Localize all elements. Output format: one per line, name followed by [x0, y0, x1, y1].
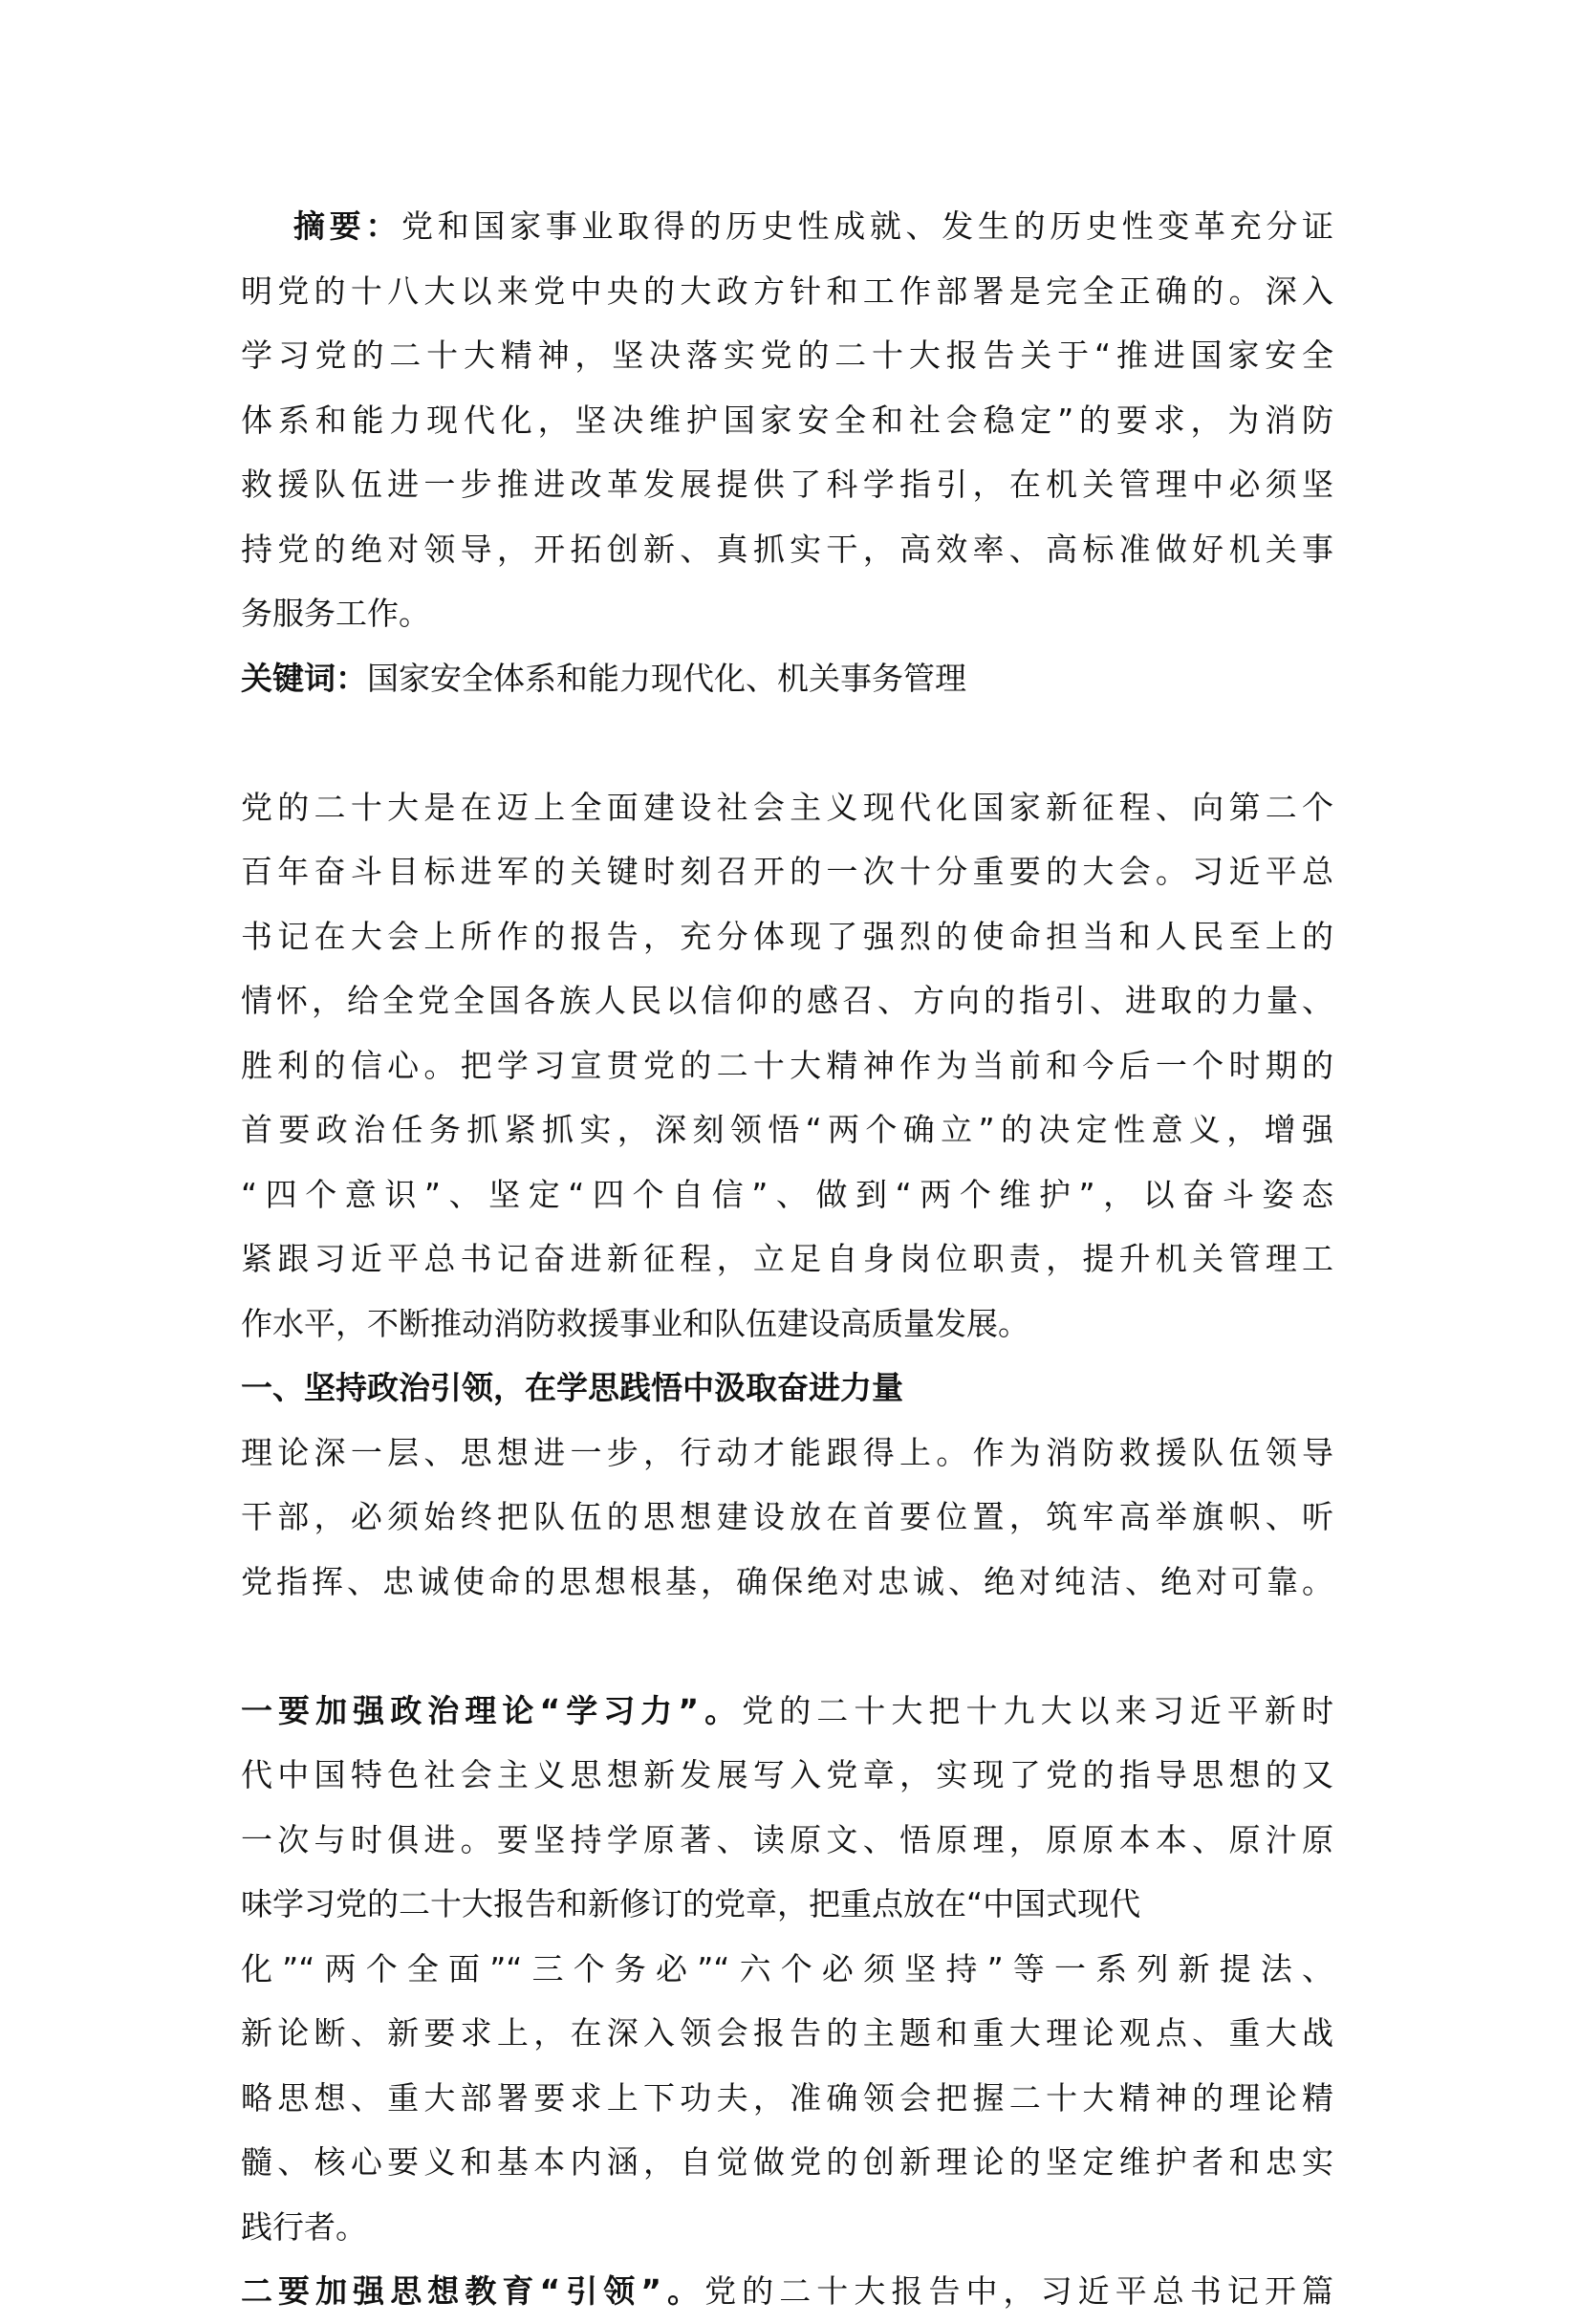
abstract-line: [241, 194, 1333, 259]
abstract-line: 务服务工作。: [241, 595, 430, 632]
blank-line: [241, 1614, 1333, 1679]
point2-label: 二要加强思想教育“引领”。: [241, 2272, 705, 2310]
point1-line: 践行者。: [241, 2207, 367, 2246]
keywords-line: [241, 646, 1333, 711]
point2-line: [241, 2259, 1333, 2324]
document-page: [241, 194, 1333, 2324]
point1-line: 新论断、新要求上，在深入领会报告的主题和重大理论观点、重大战: [241, 2014, 1333, 2052]
section-line: 干部，必须始终把队伍的思想建设放在首要位置，筑牢高举旗帜、听: [241, 1498, 1333, 1535]
keywords-label: 关键词：: [241, 659, 367, 697]
point2-text: 党的二十大报告中，习近平总书记开篇: [704, 2272, 1333, 2310]
point1-line: 略思想、重大部署要求上下功夫，准确领会把握二十大精神的理论精: [241, 2078, 1333, 2117]
point1-line: 味学习党的二十大报告和新修订的党章，把重点放在“中国式现代: [241, 1885, 1141, 1922]
point1-line: 一次与时俱进。要坚持学原著、读原文、悟原理，原原本本、原汁原: [241, 1820, 1333, 1858]
intro-line: 首要政治任务抓紧抓实，深刻领悟“两个确立”的决定性意义，增强: [241, 1111, 1333, 1148]
section-line: 理论深一层、思想进一步，行动才能跟得上。作为消防救援队伍领导: [241, 1433, 1333, 1471]
abstract-label: 摘要：: [293, 207, 402, 245]
abstract-line: 体系和能力现代化，坚决维护国家安全和社会稳定”的要求，为消防: [241, 401, 1333, 439]
point1-label: 一要加强政治理论“学习力”。: [241, 1691, 743, 1729]
blank-line: [241, 710, 1333, 775]
intro-line: 百年奋斗目标进军的关键时刻召开的一次十分重要的大会。习近平总: [241, 853, 1333, 890]
intro-line: 情怀，给全党全国各族人民以信仰的感召、方向的指引、进取的力量、: [241, 982, 1333, 1019]
section-line: 党指挥、忠诚使命的思想根基，确保绝对忠诚、绝对纯洁、绝对可靠。: [241, 1562, 1333, 1600]
intro-line: 胜利的信心。把学习宣贯党的二十大精神作为当前和今后一个时期的: [241, 1046, 1333, 1084]
abstract-line: 救援队伍进一步推进改革发展提供了科学指引，在机关管理中必须坚: [241, 466, 1333, 503]
abstract-text: 党和国家事业取得的历史性成就、发生的历史性变革充分证: [401, 207, 1334, 245]
point1-text: 党的二十大把十九大以来习近平新时: [742, 1691, 1333, 1729]
point1-line: 化”“两个全面”“三个务必”“六个必须坚持”等一系列新提法、: [241, 1949, 1333, 1987]
point1-line: [241, 1679, 1333, 1744]
intro-line: 紧跟习近平总书记奋进新征程，立足自身岗位职责，提升机关管理工: [241, 1240, 1333, 1277]
intro-line: 书记在大会上所作的报告，充分体现了强烈的使命担当和人民至上的: [241, 917, 1333, 955]
point1-line: 髓、核心要义和基本内涵，自觉做党的创新理论的坚定维护者和忠实: [241, 2143, 1333, 2181]
abstract-line: 持党的绝对领导，开拓创新、真抓实干，高效率、高标准做好机关事: [241, 530, 1333, 568]
intro-line: “四个意识”、坚定“四个自信”、做到“两个维护”，以奋斗姿态: [241, 1175, 1333, 1213]
intro-line: 作水平，不断推动消防救援事业和队伍建设高质量发展。: [241, 1304, 1029, 1342]
keywords-text: 国家安全体系和能力现代化、机关事务管理: [367, 659, 966, 697]
section-heading: 一、坚持政治引领，在学思践悟中汲取奋进力量: [241, 1369, 903, 1406]
abstract-line: 明党的十八大以来党中央的大政方针和工作部署是完全正确的。深入: [241, 271, 1333, 310]
abstract-line: 学习党的二十大精神，坚决落实党的二十大报告关于“推进国家安全: [241, 337, 1333, 374]
intro-line: 党的二十大是在迈上全面建设社会主义现代化国家新征程、向第二个: [241, 788, 1333, 826]
point1-line: 代中国特色社会主义思想新发展写入党章，实现了党的指导思想的又: [241, 1756, 1333, 1793]
